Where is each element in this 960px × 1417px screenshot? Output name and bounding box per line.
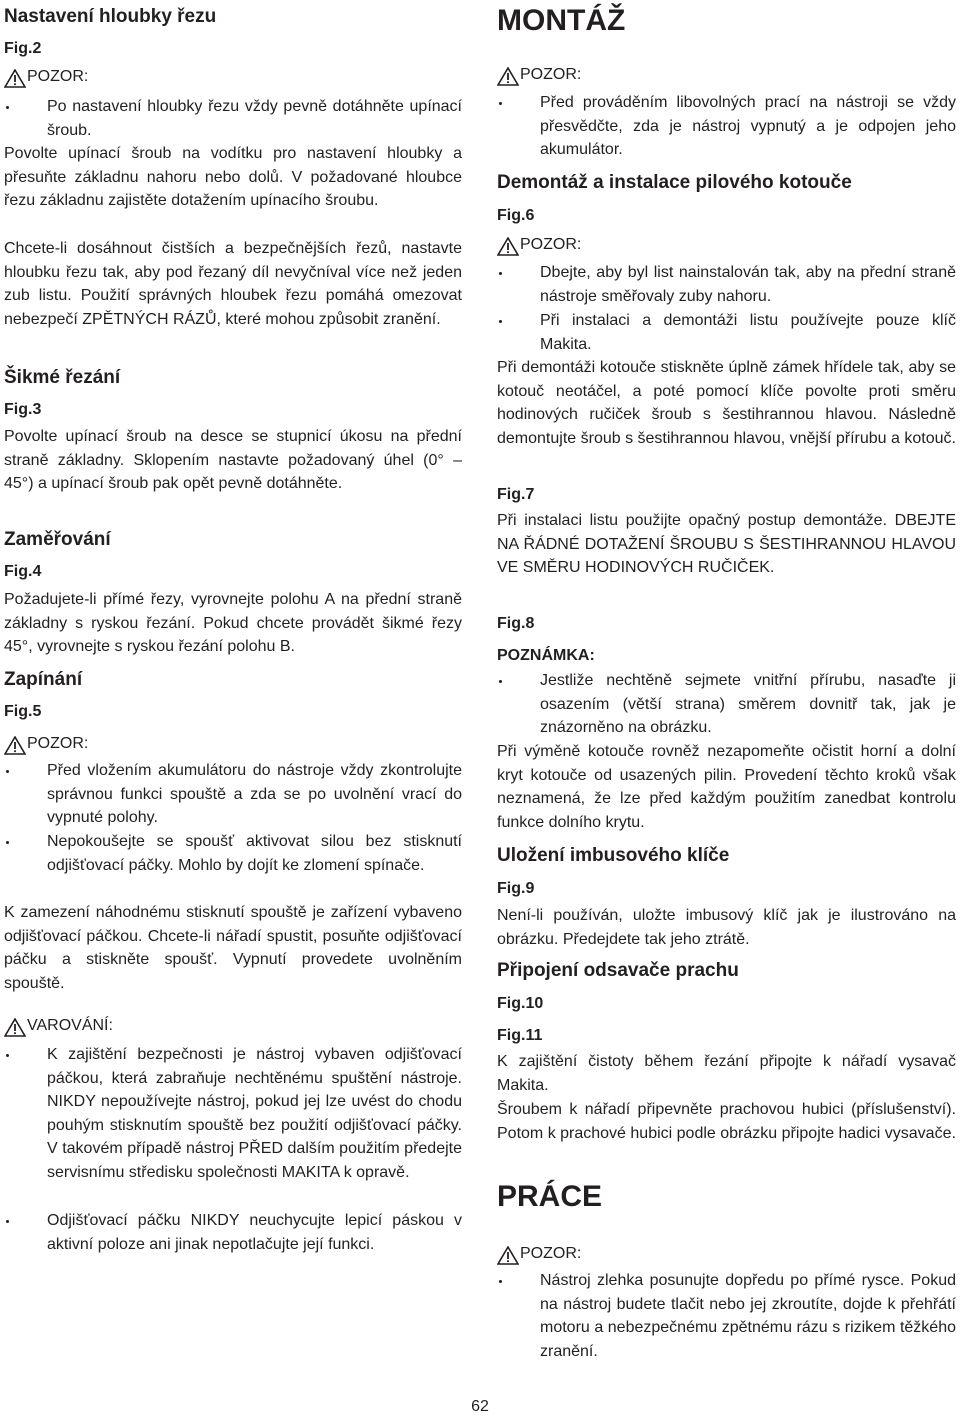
figure-ref-fig4: Fig.4 (4, 563, 42, 580)
caution-label (497, 1243, 956, 1265)
list-item-text: K zajištění bezpečnosti je nástroj vybaven odjišťovací páčkou, která zabraňuje nechtěnému spuštění nástroje. NIKDY nepoužívejte nástroj, pokud jej lze uvést do chodu pouhým stisknutím spouště bez použití odjišťovací páčky. V takovém případě nástroj PŘED dalším použitím předejte servisnímu středisku společnosti MAKITA k opravě. (47, 1046, 462, 1181)
caution-label (4, 733, 462, 755)
note-label: POZNÁMKA: (497, 647, 595, 664)
list-item-text: Jestliže nechtěně sejmete vnitřní přírubu, nasaďte ji osazením (větší strana) směrem dovnitř tak, jak je znázorněno na obrázku. (540, 672, 956, 737)
section-heading-sikme: Šikmé řezání (4, 367, 121, 388)
paragraph: Není-li používán, uložte imbusový klíč jak je ilustrováno na obrázku. Předejdete tak jeho ztrátě. (497, 907, 956, 948)
list-item (497, 669, 956, 740)
bullet-icon (499, 272, 502, 275)
bullet-icon (6, 1220, 9, 1223)
bullet-icon (6, 841, 9, 844)
list-item (497, 309, 956, 356)
chapter-heading-montaz: MONTÁŽ (497, 4, 626, 37)
caution-text: POZOR: (27, 735, 89, 752)
paragraph: Požadujete-li přímé řezy, vyrovnejte polohu A na přední straně základny s ryskou řezání. Pokud chcete provádět šikmé řezy 45°, vyrovnejte s ryskou řezání polohu B. (4, 591, 462, 656)
warning-triangle-icon (497, 237, 519, 256)
figure-ref-fig3: Fig.3 (4, 401, 42, 418)
figure-ref-fig9: Fig.9 (497, 880, 535, 897)
figure-ref-fig10: Fig.10 (497, 995, 544, 1012)
warning-triangle-icon (4, 69, 26, 88)
list-item (4, 1209, 462, 1256)
section-heading-ulozeni: Uložení imbusového klíče (497, 845, 730, 866)
caution-text: POZOR: (520, 66, 582, 83)
figure-ref-fig8: Fig.8 (497, 615, 535, 632)
caution-label (4, 66, 462, 88)
figure-ref-fig5: Fig.5 (4, 703, 42, 720)
warning-label (4, 1015, 462, 1037)
figure-ref-fig2: Fig.2 (4, 40, 42, 57)
list-item (497, 91, 956, 162)
list-item (4, 95, 462, 142)
warning-triangle-icon (4, 736, 26, 755)
section-heading-zamerovani: Zaměřování (4, 529, 111, 550)
list-item (4, 759, 462, 830)
paragraph: Šroubem k nářadí připevněte prachovou hubici (příslušenství). Potom k prachové hubici podle obrázku připojte hadici vysavače. (497, 1101, 956, 1142)
section-heading-hloubka: Nastavení hloubky řezu (4, 6, 217, 27)
caution-label (497, 64, 956, 86)
caution-text: POZOR: (520, 1245, 582, 1262)
bullet-icon (499, 680, 502, 683)
figure-ref-fig7: Fig.7 (497, 486, 535, 503)
list-item-text: Po nastavení hloubky řezu vždy pevně dotáhněte upínací šroub. (47, 98, 462, 139)
bullet-icon (499, 320, 502, 323)
warning-triangle-icon (497, 67, 519, 86)
bullet-icon (6, 106, 9, 109)
caution-text: POZOR: (520, 236, 582, 253)
bullet-icon (6, 1054, 9, 1057)
figure-ref-fig6: Fig.6 (497, 207, 535, 224)
warning-triangle-icon (4, 1018, 26, 1037)
warning-text: VAROVÁNÍ: (27, 1017, 113, 1034)
paragraph: Při demontáži kotouče stiskněte úplně zámek hřídele tak, aby se kotouč neotáčel, a poté pomocí klíče povolte proti směru hodinových ručiček šroub s šestihrannou hlavou. Následně demontujte šroub s šestihrannou hlavou, vnější přírubu a kotouč. (497, 359, 956, 447)
bullet-icon (499, 102, 502, 105)
warning-triangle-icon (497, 1246, 519, 1265)
page-number: 62 (471, 1398, 489, 1415)
bullet-icon (499, 1280, 502, 1283)
section-heading-demontaz: Demontáž a instalace pilového kotouče (497, 172, 852, 193)
list-item-text: Dbejte, aby byl list nainstalován tak, aby na přední straně nástroje směřovaly zuby nahoru. (540, 264, 956, 305)
paragraph: Povolte upínací šroub na vodítku pro nastavení hloubky a přesuňte základnu nahoru nebo dolů. V požadované hloubce řezu základnu zajistěte dotažením upínacího šroubu. (4, 145, 462, 210)
list-item-text: Před prováděním libovolných prací na nástroji se vždy přesvědčte, zda je nástroj vypnutý a je odpojen jeho akumulátor. (540, 94, 956, 159)
list-item-text: Před vložením akumulátoru do nástroje vždy zkontrolujte správnou funkci spouště a zda se po uvolnění vrací do vypnuté polohy. (47, 762, 462, 827)
caution-label (497, 234, 956, 256)
bullet-icon (6, 770, 9, 773)
list-item-text: Při instalaci a demontáži listu používejte pouze klíč Makita. (540, 312, 956, 353)
chapter-heading-prace: PRÁCE (497, 1180, 603, 1213)
paragraph: Při instalaci listu použijte opačný postup demontáže. DBEJTE NA ŘÁDNÉ DOTAŽENÍ ŠROUBU S ŠESTIHRANNOU HLAVOU VE SMĚRU HODINOVÝCH RUČIČEK. (497, 512, 956, 577)
section-heading-zapinani: Zapínání (4, 669, 83, 690)
section-heading-pripojeni: Připojení odsavače prachu (497, 960, 739, 981)
caution-text: POZOR: (27, 68, 89, 85)
paragraph: Při výměně kotouče rovněž nezapomeňte očistit horní a dolní kryt kotouče od usazených pilin. Provedení těchto kroků však neznamená, že lze před každým použitím zanedbat kontrolu funkce dolního krytu. (497, 743, 956, 831)
figure-ref-fig11: Fig.11 (497, 1027, 543, 1044)
paragraph: K zajištění čistoty během řezání připojte k nářadí vysavač Makita. (497, 1053, 956, 1094)
paragraph: Povolte upínací šroub na desce se stupnicí úkosu na přední straně základny. Sklopením nastavte požadovaný úhel (0° – 45°) a upínací šroub pak opět pevně dotáhněte. (4, 428, 462, 493)
list-item (4, 1043, 462, 1185)
list-item (4, 830, 462, 877)
list-item (497, 1269, 956, 1363)
list-item (497, 261, 956, 308)
list-item-text: Nástroj zlehka posunujte dopředu po přímé rysce. Pokud na nástroj budete tlačit nebo jej zkroutíte, dojde k přehřátí motoru a nebezpečnému zpětnému rázu s rizikem těžkého zranění. (540, 1272, 956, 1360)
list-item-text: Nepokoušejte se spoušť aktivovat silou bez stisknutí odjišťovací páčky. Mohlo by dojít ke zlomení spínače. (47, 833, 462, 874)
paragraph: K zamezení náhodnému stisknutí spouště je zařízení vybaveno odjišťovací páčkou. Chcete-li nářadí spustit, posuňte odjišťovací páčku a stiskněte spoušť. Vypnutí provedete uvolněním spouště. (4, 904, 462, 992)
paragraph: Chcete-li dosáhnout čistších a bezpečnějších řezů, nastavte hloubku řezu tak, aby pod řezaný díl nevyčníval více než jeden zub listu. Použití správných hloubek řezu pomáhá omezovat nebezpečí ZPĚTNÝCH RÁZŮ, které mohou způsobit zranění. (4, 240, 462, 328)
list-item-text: Odjišťovací páčku NIKDY neuchycujte lepicí páskou v aktivní poloze ani jinak nepotlačujte její funkci. (47, 1212, 462, 1253)
